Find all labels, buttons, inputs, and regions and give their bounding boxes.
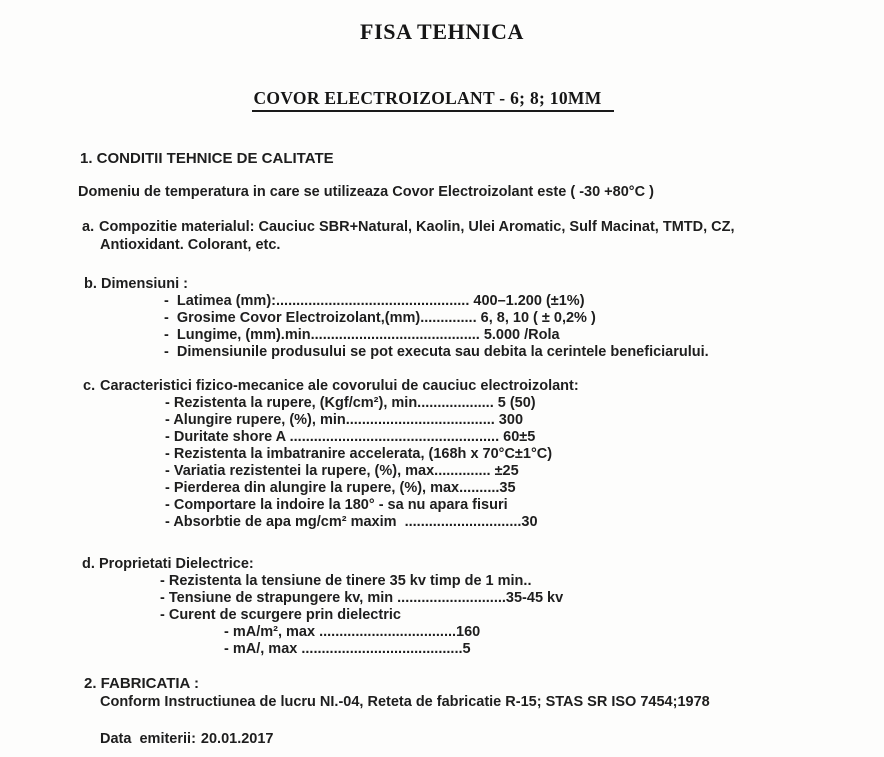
spec-line-rezistenta-rupere: - Rezistenta la rupere, (Kgf/cm²), min................... 5 (50) (165, 395, 536, 411)
document-title: FISA TEHNICA (360, 19, 524, 44)
composition-line-1: Compozitie materialul: Cauciuc SBR+Natural, Kaolin, Ulei Aromatic, Sulf Macinat, TMTD, CZ, (99, 219, 735, 235)
spec-line-ma: - mA/, max ........................................5 (224, 641, 471, 657)
item-a (82, 218, 884, 236)
document-subtitle: COVOR ELECTROIZOLANT - 6; 8; 10MM (252, 88, 613, 112)
composition-line-2: Antioxidant. Colorant, etc. (100, 237, 281, 253)
fabrication-note: Conform Instructiunea de lucru NI.-04, Reteta de fabricatie R-15; STAS SR ISO 7454;1978 (100, 694, 710, 710)
spec-line-variatia-rezistentei: - Variatia rezistentei la rupere, (%), max.............. ±25 (165, 463, 519, 479)
item-b-heading: Dimensiuni : (101, 276, 189, 292)
spec-line-comportare-indoire: - Comportare la indoire la 180° - sa nu apara fisuri (165, 497, 508, 513)
spec-line-lungime: - Lungime, (mm).min.......................................... 5.000 /Rola (164, 327, 560, 343)
spec-line-ma-m2: - mA/m², max ..................................160 (224, 624, 481, 640)
document-subtitle-row (0, 88, 884, 112)
item-d (82, 555, 884, 573)
spec-line-duritate: - Duritate shore A .................................................... 60±5 (165, 429, 536, 445)
issue-date-value: 20.01.2017 (200, 731, 274, 747)
section-1-heading: 1. CONDITII TEHNICE DE CALITATE (80, 150, 334, 167)
item-c (83, 377, 884, 395)
spec-line-latimea: - Latimea (mm):................................................ 400–1.200 (±1%) (164, 293, 585, 309)
document-body (0, 150, 884, 748)
spec-line-pierderea-alungire: - Pierderea din alungire la rupere, (%), max..........35 (165, 480, 516, 496)
spec-line-imbatranire: - Rezistenta la imbatranire accelerata, (168h x 70°C±1°C) (165, 446, 553, 462)
spec-line-dimensiuni-nota: - Dimensiunile produsului se pot executa sau debita la cerintele beneficiarului. (164, 344, 709, 360)
item-c-label: c. (83, 378, 96, 394)
item-d-label: d. (82, 556, 95, 572)
item-b-label: b. (84, 276, 97, 292)
item-b (84, 275, 884, 293)
issue-date-label: Data emiterii: (100, 731, 196, 747)
spec-line-absorbtie-apa: - Absorbtie de apa mg/cm² maxim .............................30 (165, 514, 538, 530)
item-c-heading: Caracteristici fizico-mecanice ale covorului de cauciuc electroizolant: (100, 378, 579, 394)
item-a-label: a. (82, 219, 95, 235)
issue-date (100, 730, 884, 748)
spec-line-alungire-rupere: - Alungire rupere, (%), min..................................... 300 (165, 412, 524, 428)
spec-line-curent-scurgere: - Curent de scurgere prin dielectric (160, 607, 401, 623)
temperature-range-note: Domeniu de temperatura in care se utilizeaza Covor Electroizolant este ( -30 +80°C ) (78, 184, 654, 200)
spec-line-grosime: - Grosime Covor Electroizolant,(mm).............. 6, 8, 10 ( ± 0,2% ) (164, 310, 596, 326)
section-2-heading: 2. FABRICATIA : (84, 675, 199, 692)
spec-line-tensiune-tinere: - Rezistenta la tensiune de tinere 35 kv timp de 1 min.. (160, 573, 532, 589)
item-d-heading: Proprietati Dielectrice: (99, 556, 254, 572)
spec-line-tensiune-strapungere: - Tensiune de strapungere kv, min ...........................35-45 kv (160, 590, 564, 606)
